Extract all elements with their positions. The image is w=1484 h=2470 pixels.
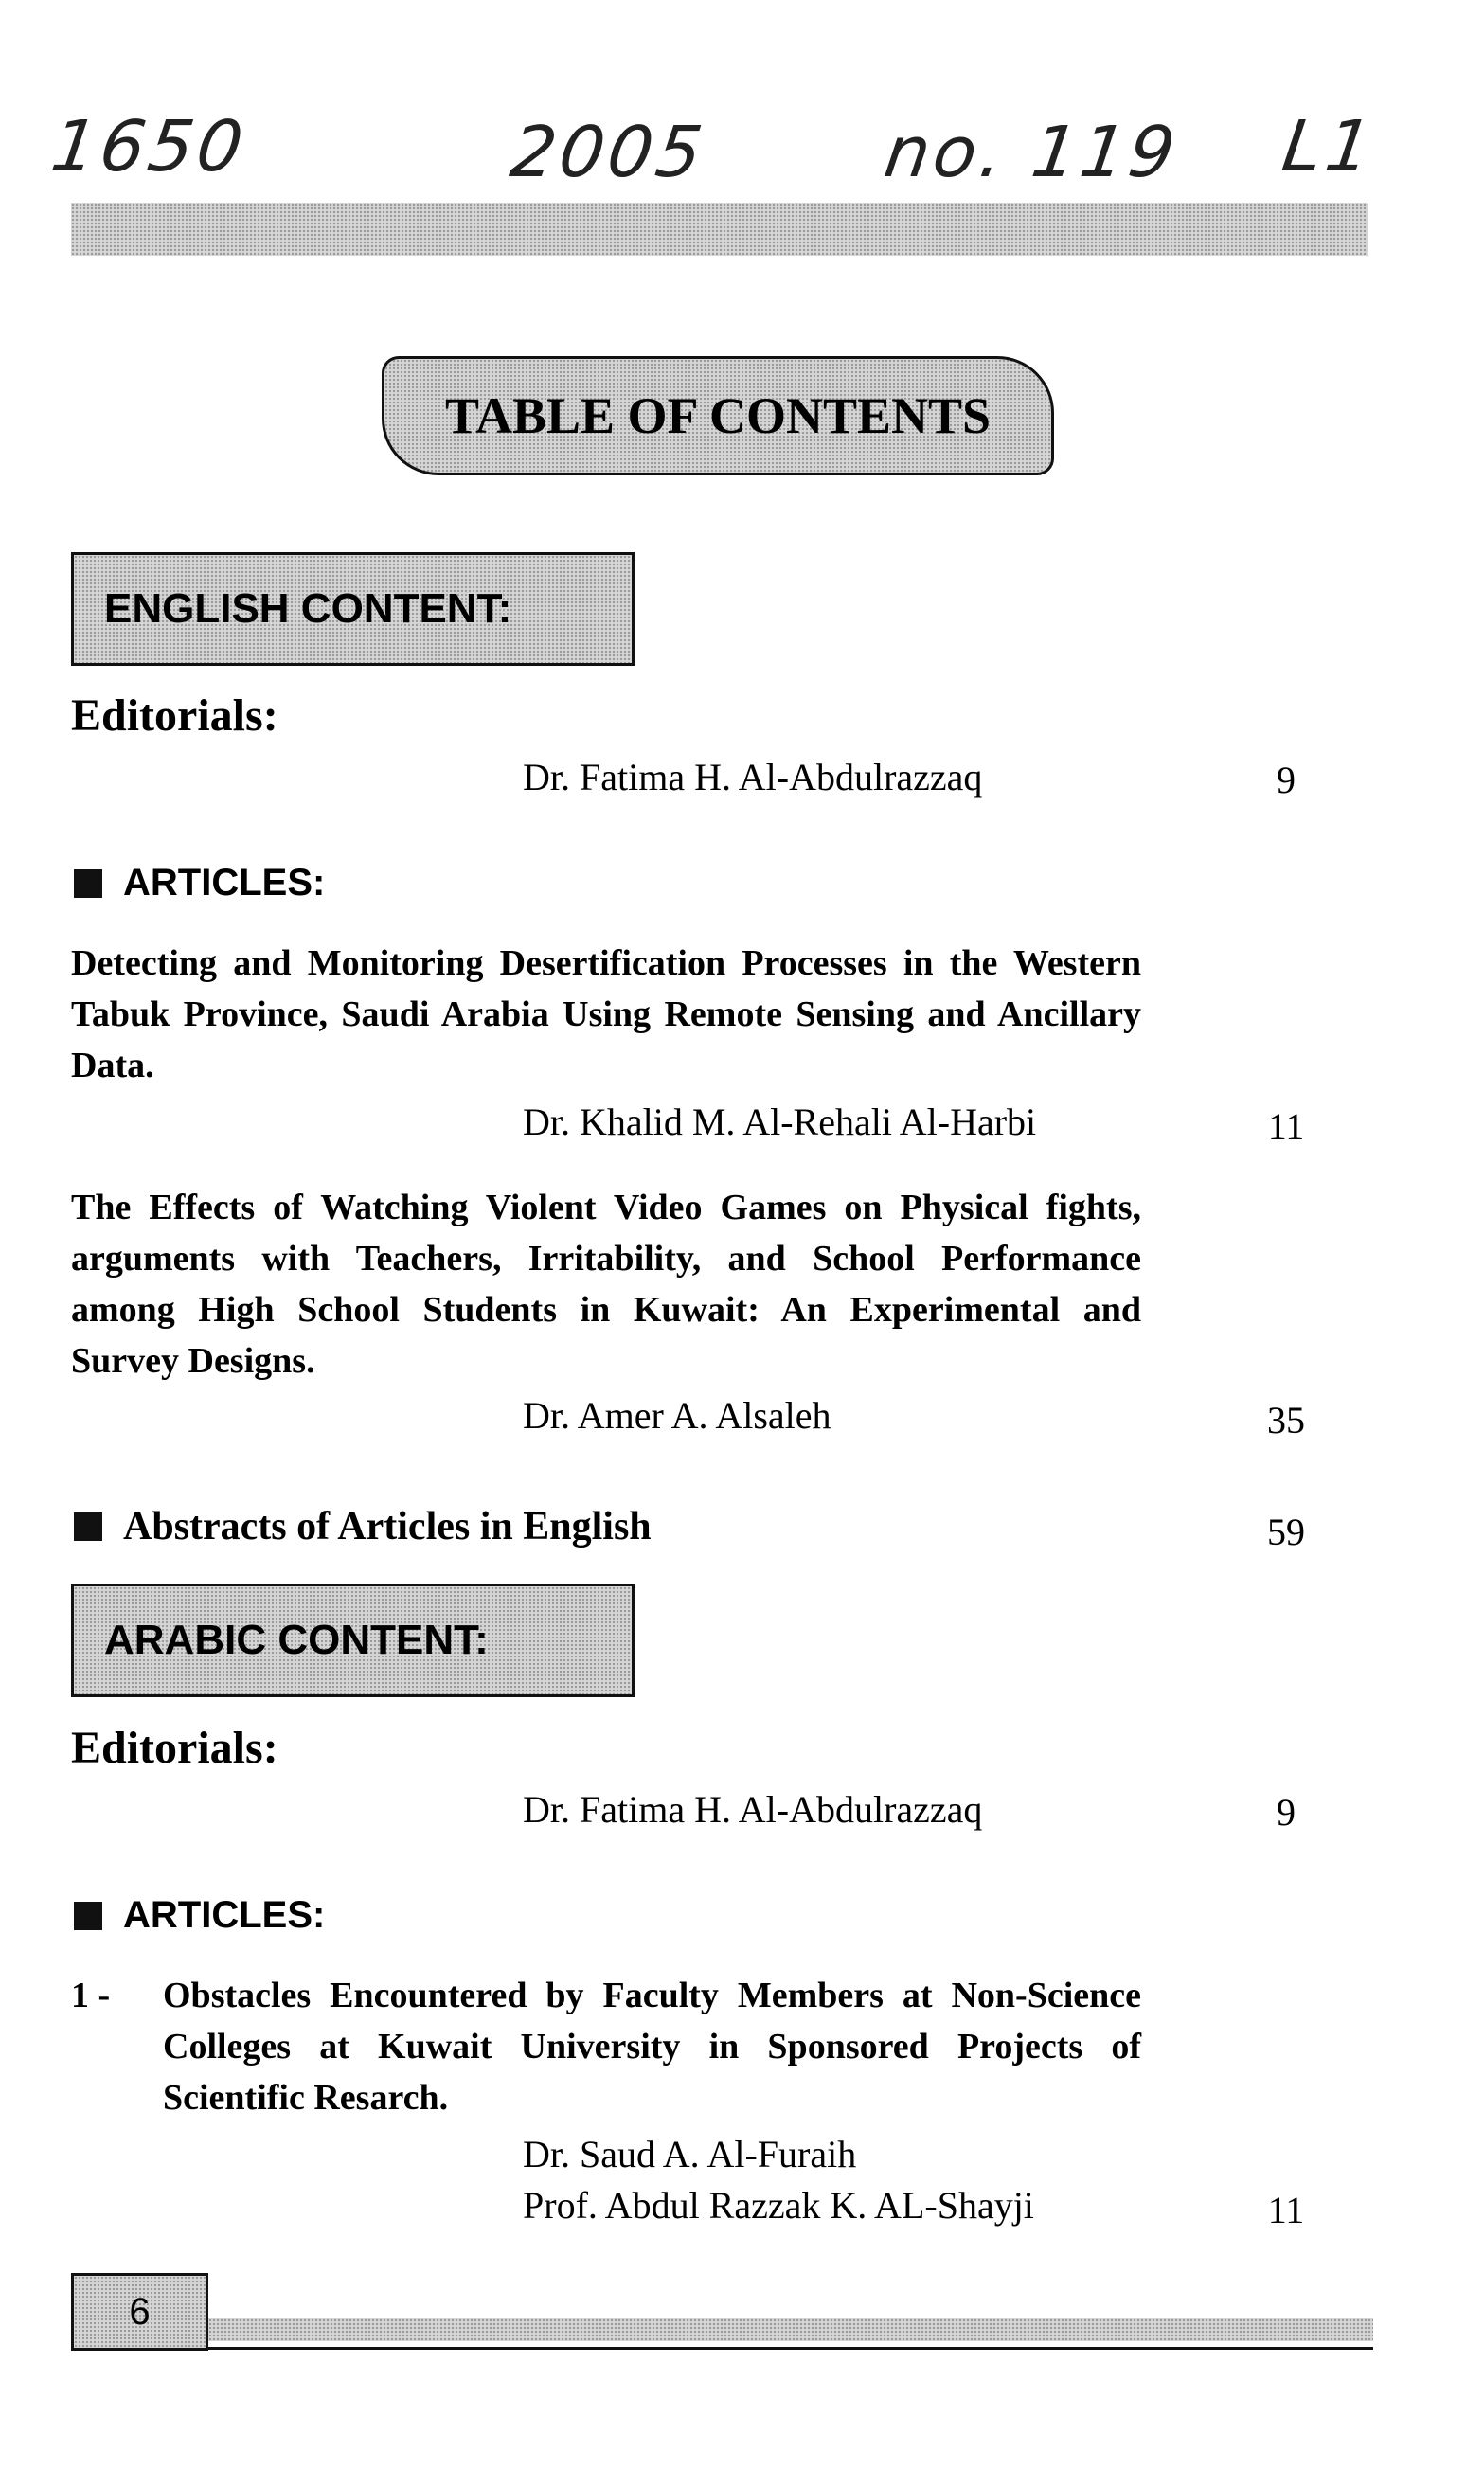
- toc-title: TABLE OF CONTENTS: [444, 387, 992, 444]
- english-article-1-page: 11: [1267, 1105, 1305, 1148]
- english-editorial-author: Dr. Fatima H. Al-Abdulrazzaq: [523, 756, 983, 798]
- handwritten-note-1650: 1650: [45, 106, 252, 188]
- english-articles-label: ARTICLES:: [123, 862, 326, 904]
- english-content-heading: [71, 552, 635, 666]
- english-abstracts-page: 59: [1267, 1511, 1305, 1553]
- bullet-square-icon: [74, 869, 102, 898]
- handwritten-note-l1: L1: [1277, 106, 1381, 188]
- bullet-square-icon: [74, 1902, 102, 1930]
- footer-shaded-bar: [208, 2318, 1373, 2341]
- english-article-2-title: The Effects of Watching Violent Video Games on Physical fights, arguments with Teachers, Irritability, and School Performance among High School Students in Kuwait: An Experimental and Survey Designs.: [71, 1188, 1141, 1381]
- top-shaded-bar: [71, 203, 1368, 256]
- handwritten-note-issue: no. 119: [879, 112, 1184, 193]
- bullet-square-icon: [74, 1512, 102, 1541]
- handwritten-note-year: 2005: [505, 112, 711, 193]
- toc-banner: [382, 356, 1054, 475]
- footer-page-number-box: [71, 2273, 208, 2351]
- arabic-articles-heading: [74, 1894, 325, 1937]
- english-article-2-author: Dr. Amer A. Alsaleh: [523, 1394, 831, 1437]
- english-editorial-page: 9: [1277, 759, 1296, 801]
- footer-page-number: 6: [129, 2290, 151, 2333]
- arabic-article-1-title: Obstacles Encountered by Faculty Members at Non-Science Colleges at Kuwait University in Sponsored Projects of Scientific Resarch.: [163, 1976, 1141, 2118]
- footer-rule: [208, 2347, 1373, 2350]
- arabic-article-1-number: 1 -: [71, 1976, 111, 2015]
- arabic-editorials-label: Editorials:: [71, 1723, 278, 1773]
- arabic-editorial-page: 9: [1277, 1791, 1296, 1834]
- arabic-content-label: ARABIC CONTENT:: [104, 1617, 489, 1663]
- arabic-article-1-author-2: Prof. Abdul Razzak K. AL-Shayji: [523, 2184, 1034, 2227]
- english-abstracts-entry: [74, 1504, 652, 1549]
- english-content-label: ENGLISH CONTENT:: [104, 585, 512, 632]
- english-article-2-page: 35: [1267, 1399, 1305, 1441]
- arabic-content-heading: [71, 1584, 635, 1697]
- english-editorials-label: Editorials:: [71, 690, 278, 741]
- arabic-editorial-author: Dr. Fatima H. Al-Abdulrazzaq: [523, 1788, 983, 1831]
- arabic-article-1-author-1: Dr. Saud A. Al-Furaih: [523, 2133, 857, 2175]
- english-article-1-title: Detecting and Monitoring Desertification Processes in the Western Tabuk Province, Saudi Arabia Using Remote Sensing and Ancillary Data.: [71, 943, 1141, 1085]
- arabic-articles-label: ARTICLES:: [123, 1894, 326, 1936]
- arabic-article-1-page: 11: [1267, 2189, 1305, 2231]
- english-abstracts-label: Abstracts of Articles in English: [123, 1505, 652, 1548]
- english-article-1-author: Dr. Khalid M. Al-Rehali Al-Harbi: [523, 1101, 1037, 1143]
- english-articles-heading: [74, 862, 325, 904]
